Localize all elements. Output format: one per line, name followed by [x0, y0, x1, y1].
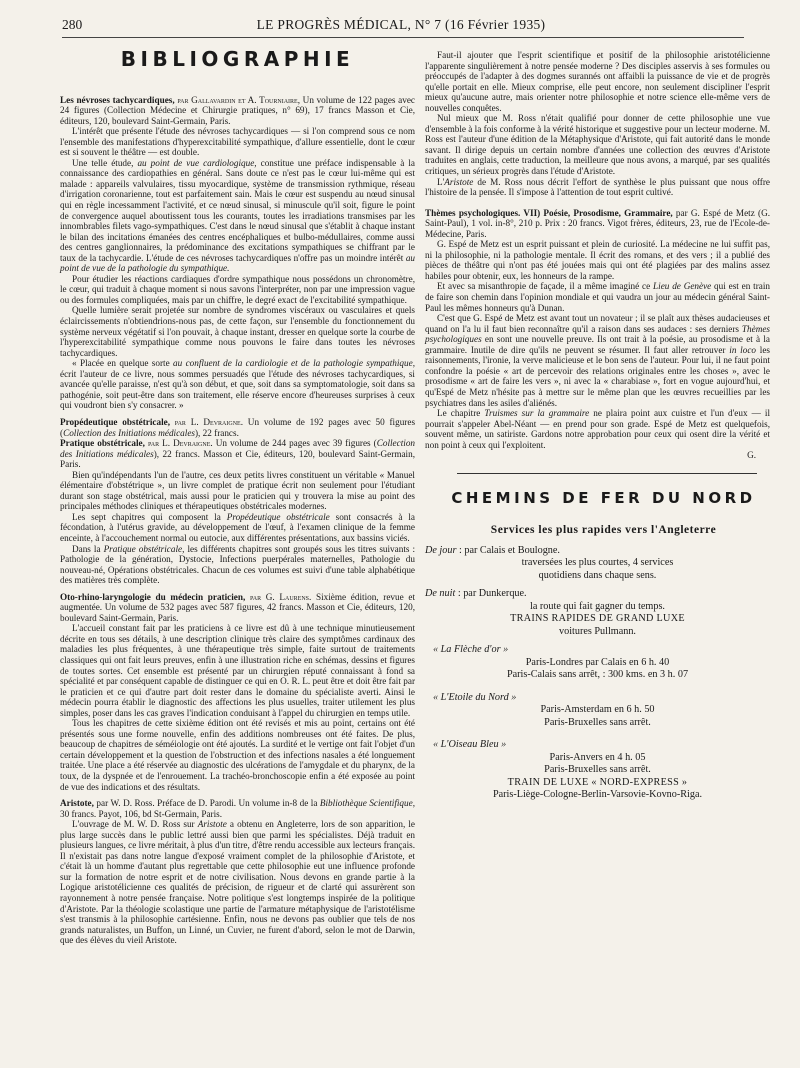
text-run: constitue une préface indispensable à la connaissance des cardiopathies en général. Sans doute ce n'est pas le cœur lui-même qui est malade : appareils valvulaires, tissu myocardique, système de transmission rythmique, réseau d'irrigation coronarienne, tout est parfaitement sain. Mais le cœur est suspendu au nœud sinusal qui en règle incessamment l'activité, et ce nœud sinusal, si minuscule qu'il soit, figure le point de convergence auquel aboutissent tous les courants, toutes les irradiations transmises par les innombrables filets vago-sympathiques. C'est dans le nœud sinusal que s'établit à chaque instant le bilan des incitations émanées des centres encéphaliques et bulbo-médullaires, comme aussi des centres ganglionnaires, la prédominance des excitations sympathiques se chiffrant par le taux de la tachycardie. L'étude de ces névroses tachycardiques n'offre pas un moindre intérêt [60, 157, 415, 263]
page-number: 280 [62, 17, 83, 32]
book-citation: Sixième édition, revue et augmentée. Un volume de 532 pages avec 587 figures, 42 francs. Masson et Cie, éditeurs, 120, boulevard Saint-Germain, Paris. [60, 591, 416, 623]
text-run-italic: Collection des Initiations médicales [60, 438, 416, 459]
text-run-italic: in loco [729, 344, 757, 355]
train-name: « L'Etoile du Nord » [433, 691, 517, 703]
ad-day-line [425, 545, 770, 558]
review-heading [425, 208, 770, 240]
book-citation: par G. Espé de Metz (G. Saint-Paul), 1 vol. in-8°, 210 p. Prix : 20 francs. Vigot frères, éditeurs, 23, rue de l'Ecole-de-Médecine, Paris. [425, 207, 770, 239]
book-authors: par G. Laurens. [245, 591, 312, 602]
ad-line: TRAIN DE LUXE « NORD-EXPRESS » [507, 776, 688, 788]
review-heading [60, 592, 415, 624]
ad-label: De nuit [425, 588, 456, 600]
book-title: Aristote, [60, 798, 94, 809]
text-run: ne plaira point aux cuistre et l'un d'eux — il pourrait s'appeler Abel-Néant — en prend pour son grade. Espé de Metz est quelquefois, souvent même, un satiriste. Gardons notre approbation pour ceux qui osent dire la vérité et non point à ceux qui l'exploitent. [425, 408, 770, 450]
ad-line: quotidiens dans chaque sens. [538, 569, 657, 581]
text-run: L' [437, 176, 445, 187]
header-rule [62, 37, 744, 38]
text-run-italic: Pratique obstétricale, [103, 543, 185, 554]
book-citation: 30 francs. Payot, 106, bd St-Germain, Paris. [60, 808, 223, 819]
running-header [62, 17, 740, 37]
text-run: L'ouvrage de M. W. D. Ross sur [72, 819, 198, 830]
section-title: BIBLIOGRAPHIE [120, 47, 355, 71]
train-name: « L'Oiseau Bleu » [433, 739, 507, 751]
ad-line: Paris-Amsterdam en 6 h. 50 [540, 704, 655, 716]
text-run: Les sept chapitres qui composent la [72, 511, 227, 522]
book-authors: par L. Devraigne. [170, 416, 244, 427]
text-run-italic: au confluent de la cardiologie et de la pathologie sympathique, [173, 358, 415, 369]
text-run: a obtenu en Angleterre, lors de son apparition, le plus large succès dans le public lettré aussi bien que parmi les spécialistes. Déjà traduit en plusieurs langues, ce livre méritait, à plus d'un titre, d'être rendu accessible aux lecteurs français. Il n'existait pas dans notre langue d'exposé vraiment complet de la philosophie d'Aristote, et c'était là un homme d'autant plus regrettable que cette philosophie eut une influence profonde sur la formation de notre esprit et de notre civilisation. Nous devons en grande partie à la Logique aristotélicienne ces qualités de précision, de rigueur et de clarté qui assurèrent son rayonnement à notre pensée française. Notre politique s'est longtemps inspirée de la politique d'Aristote. Par la théologie scolastique une partie de l'armature métaphysique de l'aristotélisme s'est transmis à la philosophie cartésienne. Enfin, nous ne devons pas oublier que tels de nos grands naturalistes, un Buffon, un Linné, un Cuvier, ne furent d'abord, selon le mot de Darwin, que des élèves du vieil Aristote. [60, 819, 415, 946]
review-aristote [60, 798, 415, 946]
text-run: « Placée en quelque sorte [72, 358, 174, 369]
ad-line: TRAINS RAPIDES DE GRAND LUXE [510, 613, 685, 625]
ad-line: la route qui fait gagner du temps. [530, 600, 665, 612]
ad-subtitle: Services les plus rapides vers l'Angleterre [490, 524, 717, 537]
text-run: écrit l'auteur de ce livre, nous sommes persuadés que l'étude des névroses tachycardiques, si avancée qu'elle paraisse, n'est qu'à son début, et que, soit dans sa symptomatologie, soit dans sa pathogénie, soit peut-être dans son traitement, elle réserve encore d'heureuses surprises à ceux qui voudront bien s'y consacrer. » [60, 368, 415, 411]
review-paragraph: G. Espé de Metz est un esprit puissant et plein de curiosité. La médecine ne lui suffit pas, ni la philosophie, ni la pathologie mentale. Il écrit des romans, et des vers ; il a publié des pièces de théâtre qui n'ont pas été jouées mais qui ont été plagiées par des malins assez habiles pour obtenir, eux, les honneurs de la rampe. [425, 239, 770, 281]
text-run-italic: Lieu de Genève [653, 281, 712, 292]
ad-text: : par Dunkerque. [455, 588, 527, 600]
text-run: les raisonnements, l'ironie, la verve malicieuse et le bon sens de l'auteur. Pour lui, il ne faut point confondre la poésie « art de percevoir des relations originales entre les choses », avec le prosodisme « art de faire les vers », ni avec la « charabiase », fort en vogue aujourd'hui, et qu'Espé de Metz n'hésite pas à mettre sur le même plan que les œuvres recueillies par les psychiatres dans les asiles d'aliénés. [425, 344, 770, 408]
text-run: Et avec sa misanthropie de façade, il a même imaginé ce [437, 281, 654, 292]
book-citation: Un volume de 192 pages avec 50 figures ( [60, 416, 416, 438]
text-run-italic: au point de vue de la pathologie du sympathique. [60, 252, 415, 274]
left-column [60, 47, 416, 946]
review-paragraph [425, 177, 770, 198]
text-run: C'est que G. Espé de Metz est avant tout un novateur ; il se plaît aux thèses audacieuses et quand on l'a lu il faut bien reconnaître qu'il a raison dans ses audaces : ses derniers [425, 313, 770, 334]
text-run: Dans la [72, 543, 104, 554]
ad-line: Paris-Calais sans arrêt, : 300 kms. en 3 h. 07 [506, 669, 689, 681]
review-paragraph: Tous les chapitres de cette sixième édition ont été revisés et mis au point, certains ont été présentés sous une forme nouvelle, enfin des additions nombreuses ont été faites. De plus, beaucoup de chapitres de séméiologie ont été ajoutés. La surdité et le vertige ont fait l'objet d'un certain développement et la question de l'obstruction et des infections nasales a été longuement traitée. Une place a été réservée au diagnostic des ulcérations de l'amygdale et du pharynx, de la toux, de la dyspnée et de l'enrouement. La trachéo-bronchoscopie enfin a été exposée au point de vue des indications et des résultats. [60, 718, 415, 792]
ad-line: Paris-Bruxelles sans arrêt. [544, 716, 651, 728]
review-paragraph: Faut-il ajouter que l'esprit scientifique et positif de la philosophie aristotélicienne l'apparente singulièrement à notre pensée moderne ? Des disciples asservis à ses formules ou préoccupés de l'adapter à des dogmes surannés ont affaibli la puissance de vie et de progrès qu'elle portait en elle. Mieux comprise, elle peut encore, non seulement discipliner l'esprit mieux qu'aucune autre, mais orienter notre philosophie et notre science elle-même vers de nouvelles conquêtes. [425, 50, 770, 113]
text-run-italic: Thèmes psychologiques [425, 323, 770, 345]
text-run-italic: Aristote [444, 176, 474, 187]
text-run-italic: Propédeutique obstétricale [226, 511, 330, 522]
review-paragraph: L'accueil constant fait par les praticiens à ce livre est dû à une technique minutieusement décrite en tous ses détails, à une description clinique très claire des symptômes cardinaux des maladies les plus fréquentes, à une thérapeutique très simple, faite surtout de traitements classiques qui ont fait leurs preuves, enfin à une illustration riche en schémas, dessins et figures de toutes sortes. Cet ensemble est présenté par un chirurgien réputé connaissant à fond sa spécialité et par conséquent capable de distinguer ce qui en O. R. L. peut être et doit être fait par le praticien et ce qui d'autre part doit rester dans le domaine du spécialiste averti. Ainsi le médecin pourra établir le diagnostic des affections les plus usuelles, traiter utilement les plus simples, poser dans les cas graves l'indication conduisant à l'appel du chirurgien en temps utile. [60, 623, 415, 718]
review-paragraph: Quelle lumière serait projetée sur nombre de syndromes viscéraux ou vasculaires et quels éclaircissements n'obtiendrions-nous pas, de cette façon, sur l'ensemble du fonctionnement du système nerveux végétatif si l'on pouvait, à chaque instant, dresser en quelque sorte la courbe de l'hyperexcitabilité sympathique comme nous pouvons le faire dans toutes les névroses tachycardiques. [60, 305, 415, 358]
review-heading [60, 438, 415, 470]
review-paragraph: Pour étudier les réactions cardiaques d'ordre sympathique nous possédons un chronomètre, le cœur, qui traduit à chaque moment si nous savons l'interpréter, non par une impression vague ou des formules compliquées, mais par un chiffre, le degré exact de l'excitabilité sympathique. [60, 273, 415, 305]
book-title: Oto-rhino-laryngologie du médecin praticien, [60, 591, 246, 602]
book-citation: Un volume de 244 pages avec 39 figures ( [212, 438, 377, 449]
journal-title: LE PROGRÈS MÉDICAL, N° 7 (16 Février 1935) [256, 17, 546, 32]
review-themes [425, 208, 770, 461]
ad-night-line [425, 588, 770, 601]
text-run: sont consacrés à la fécondation, à l'utérus gravide, au développement de l'œuf, à l'examen clinique de la femme enceinte, à l'accouchement normal ou eutocie, aux différentes présentations, aux bassins viciés. [60, 511, 416, 543]
book-citation: ), 22 francs. Masson et Cie, éditeurs, 120, boulevard Saint-Germain, Paris. [60, 448, 415, 470]
review-paragraph [60, 544, 415, 586]
book-title: Propédeutique obstétricale, [60, 416, 171, 427]
ad-title: CHEMINS DE FER DU NORD [451, 488, 756, 507]
text-run-italic: Collection des Initiations médicales [63, 427, 195, 438]
book-citation: Un volume de 122 pages avec 24 figures (Collection Médecine et Chirurgie pratiques, n° 69), 17 francs Masson et Cie, éditeurs, 120, boulevard Saint-Germain, Paris. [60, 94, 415, 126]
book-authors: par Gallavardin et A. Tourniaire, [174, 94, 301, 105]
review-nevroses [60, 95, 415, 411]
text-run-italic: au point de vue cardiologique, [137, 157, 257, 168]
review-heading [60, 95, 415, 127]
review-paragraph [60, 512, 415, 544]
ad-text: : par Calais et Boulogne. [456, 544, 560, 556]
text-run: en sont une nouvelle preuve. Ils ont trait à la poésie, au prosodisme et à la grammaire. Inutile de dire qu'ils ne peuvent se résumer. Il faut aller retrouver [425, 334, 770, 355]
book-authors: par W. D. Ross. [93, 798, 155, 809]
review-paragraph [60, 819, 415, 946]
text-run: de M. Ross nous décrit l'effort de synthèse le plus puissant que nous offre l'histoire de la pensée. Il s'impose à l'attention de tout esprit cultivé. [425, 176, 770, 198]
right-column [425, 50, 770, 802]
review-signature: G. [747, 450, 756, 461]
review-paragraph [425, 313, 770, 408]
review-paragraph [425, 408, 770, 450]
book-authors: par L. Devraigne. [144, 438, 213, 449]
review-paragraph [60, 358, 415, 411]
text-run: qui est en train de faire son chemin dans l'opinion mondiale et qui vaudra un jour au médecin général Saint-Paul les mêmes honneurs qu'à Dunan. [425, 281, 770, 313]
review-heading [60, 417, 415, 438]
review-paragraph: L'intérêt que présente l'étude des névroses tachycardiques — si l'on comprend sous ce nom l'ensemble des manifestations d'hyperexcitabilité sympathique, d'allure essentielle, dont le cœur est si souvent le théâtre — est double. [60, 126, 415, 158]
section-divider [457, 473, 757, 474]
ad-line: traversées les plus courtes, 4 services [521, 557, 674, 569]
book-citation: Préface de D. Parodi. Un volume in-8 de la [154, 798, 320, 809]
text-run: les différents chapitres sont groupés sous les titres suivants : Pathologie de la génération, Dystocie, Infections puerpérales maternelles, Pathologie du nouveau-né, Opérations obstétricales. Chacun de ces volumes est suivi d'une table alphabétique des matières très complète. [60, 543, 416, 586]
review-orl [60, 592, 415, 792]
text-run-italic: Aristote [197, 819, 227, 830]
train-name: « La Flèche d'or » [433, 644, 509, 656]
book-citation: ), 22 francs. [195, 427, 239, 438]
book-title: Pratique obstétricale, [60, 438, 145, 449]
review-propedeutique [60, 417, 415, 586]
text-run-italic: Truismes sur la grammaire [484, 408, 590, 419]
review-paragraph: Nul mieux que M. Ross n'était qualifié pour donner de cette philosophie une vue d'ensemble à la fois conforme à la vérité historique et suggestive pour un lecteur moderne. M. Ross est l'auteur d'une édition de la Métaphysique d'Aristote, qui fait autorité dans le monde savant. Il dirige depuis un certain nombre d'années une collection des œuvres d'Aristote traduites en anglais, cette traduction, la meilleure que nous avons, a marqué, par ses qualités critiques, un sérieux progrès dans l'étude d'Aristote. [425, 113, 770, 177]
ad-line: Paris-Londres par Calais en 6 h. 40 [525, 656, 670, 668]
ad-line: Paris-Bruxelles sans arrêt. [544, 764, 651, 776]
book-title: Les névroses tachycardiques, [60, 94, 175, 105]
review-heading [60, 798, 415, 819]
review-paragraph: Bien qu'indépendants l'un de l'autre, ces deux petits livres constituent un véritable « Manuel élémentaire d'obstétrique », un livre complet de pratique écrit non seulement pour l'étudiant durant son stage obstétrical, mais aussi pour le praticien qui y trouvera la mise au point des principales méthodes cliniques et thérapeutiques obstétricales modernes. [60, 469, 415, 512]
ad-line: Paris-Liège-Cologne-Berlin-Varsovie-Kovno-Riga. [492, 789, 703, 801]
review-paragraph [425, 281, 770, 313]
ad-line: voitures Pullmann. [559, 625, 636, 637]
book-title: Thèmes psychologiques. VII) Poésie, Prosodisme, Grammaire, [425, 207, 673, 218]
ad-line: Paris-Anvers en 4 h. 05 [549, 751, 646, 763]
text-run: Le chapitre [437, 408, 485, 419]
ad-label: De jour [425, 544, 457, 556]
text-run-italic: Bibliothèque Scientifique, [319, 798, 415, 809]
railway-advertisement [425, 488, 770, 802]
review-paragraph [60, 158, 415, 274]
text-run: Une telle étude, [72, 157, 138, 168]
